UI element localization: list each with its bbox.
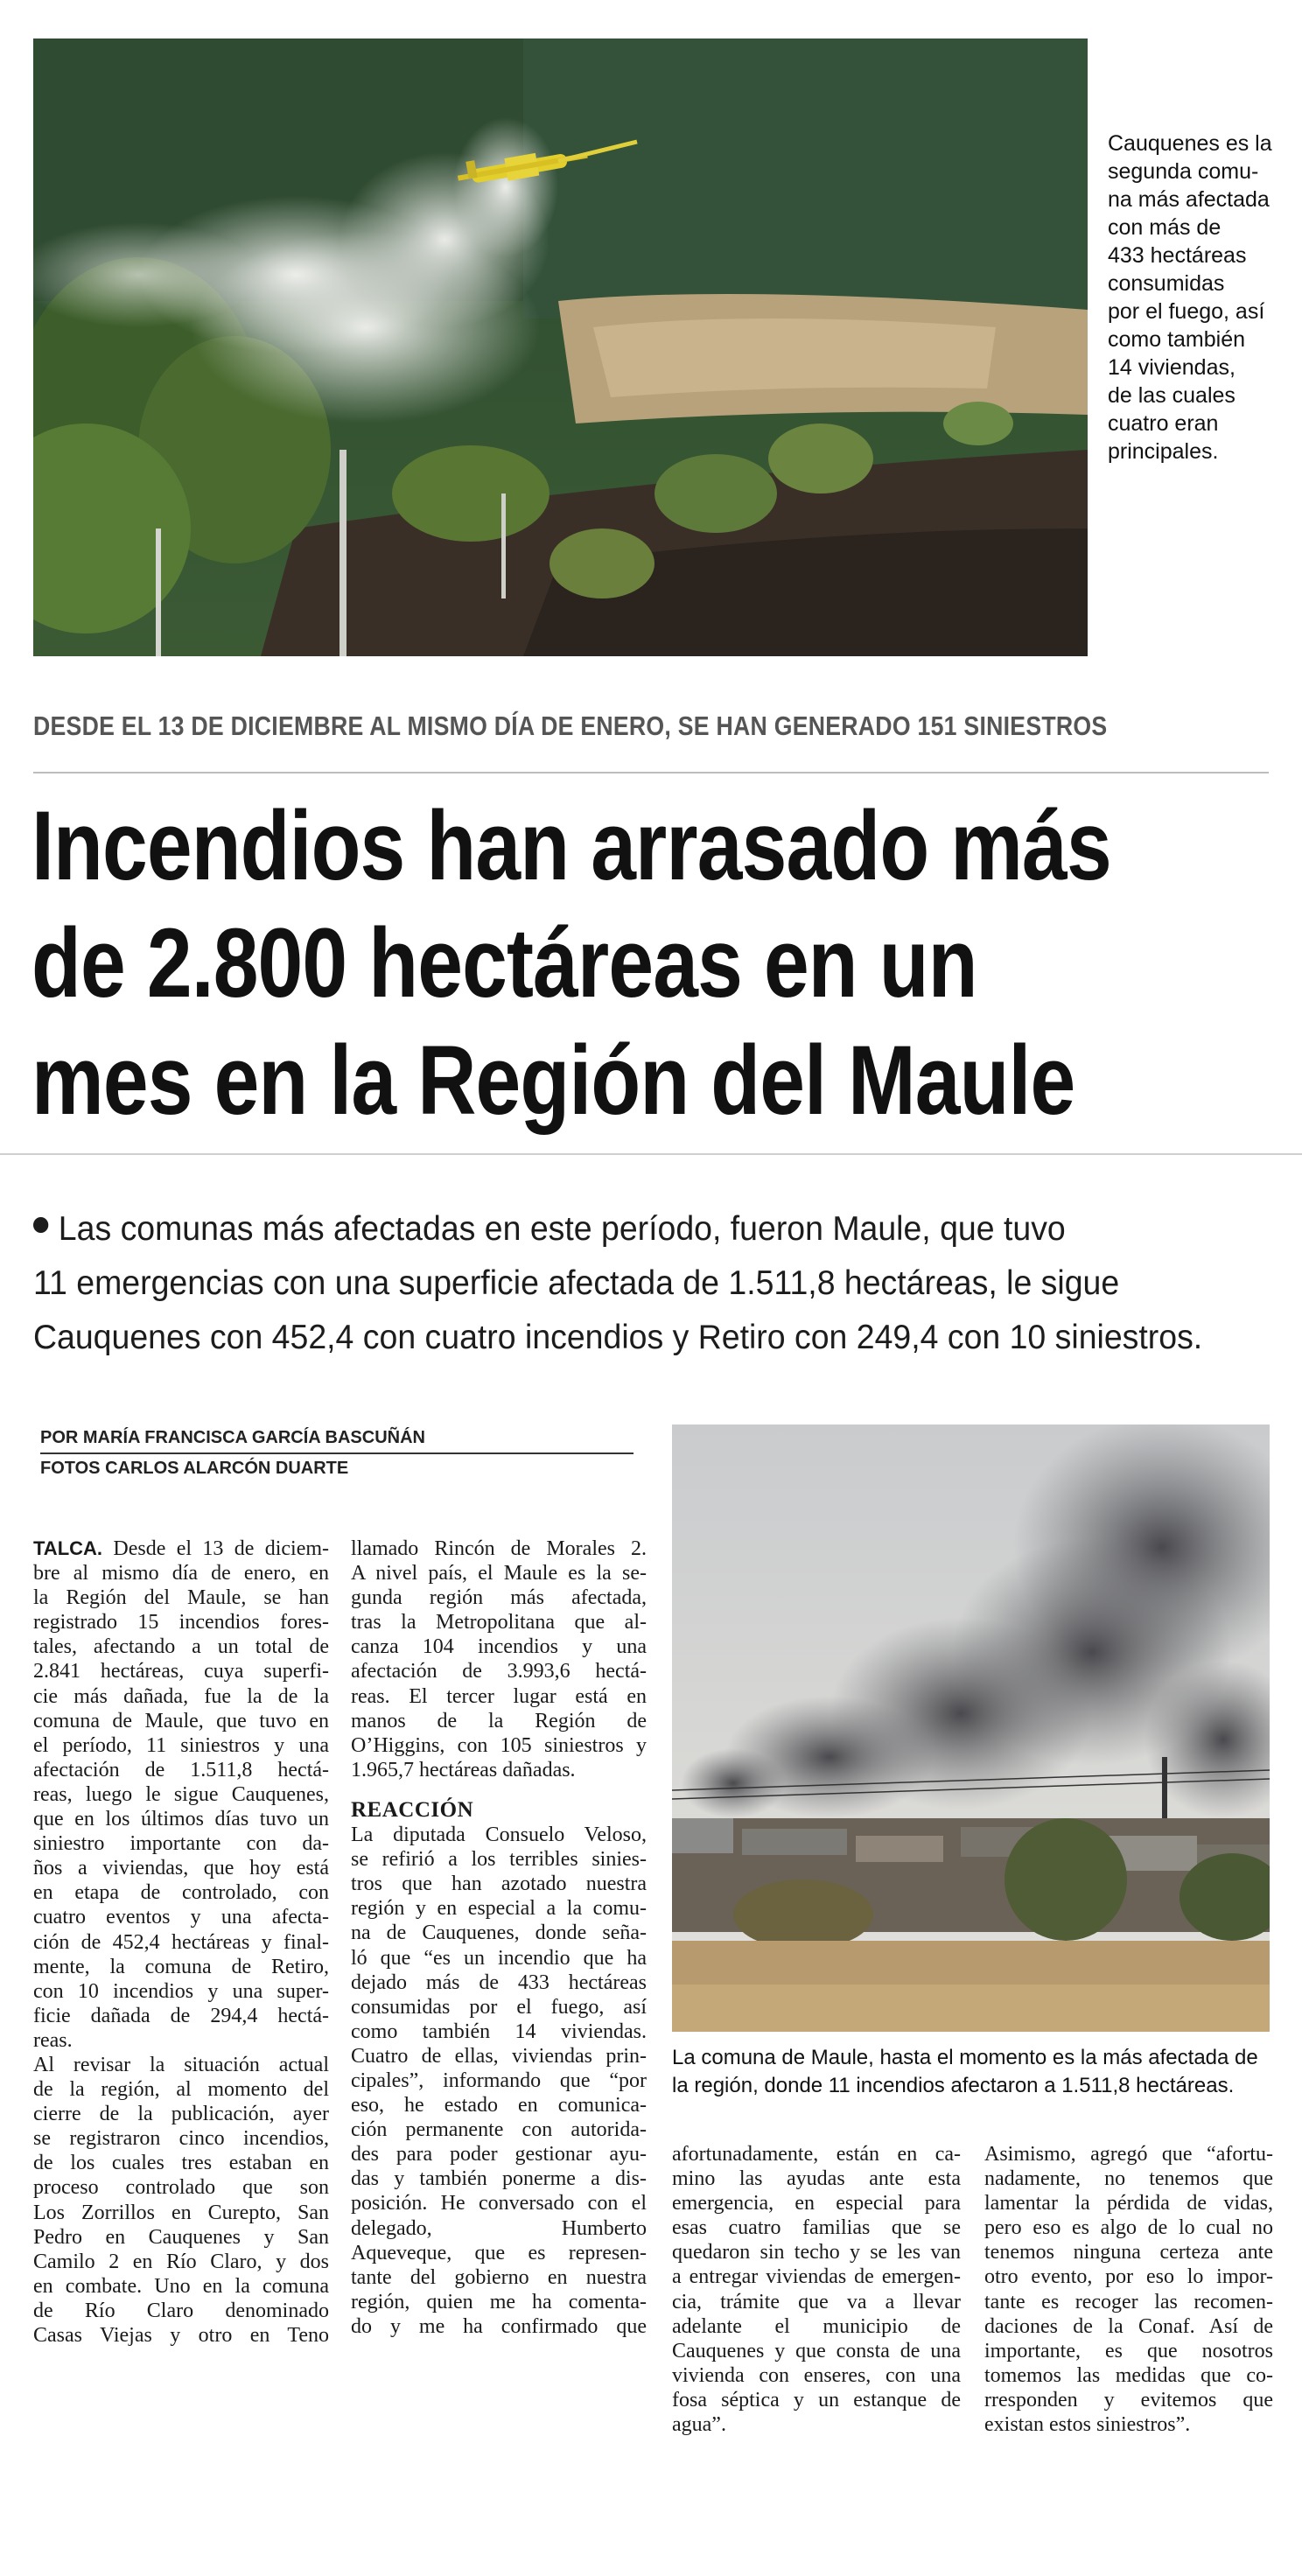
headline-line: mes en la Región del Maule: [32, 1026, 1075, 1135]
body-line: el período, 11 siniestros y una: [33, 1733, 329, 1757]
body-line: afortunadamente, están en ca-: [672, 2143, 961, 2166]
body-line: des para poder gestionar ayu-: [351, 2143, 647, 2166]
body-line: ños a viviendas, que hoy está: [33, 1857, 329, 1880]
body-line: cia, trámite que va a llevar: [672, 2290, 961, 2314]
body-line: de Río Claro denominado: [33, 2299, 329, 2322]
caption-line: na más afectada: [1108, 187, 1270, 212]
article-column-1: [33, 1536, 329, 2348]
body-line: región y en especial a la comu-: [351, 1897, 647, 1921]
body-line: nadamente, no tenemos que: [984, 2167, 1273, 2191]
caption-line: por el fuego, así: [1108, 299, 1265, 324]
body-line: Casas Viejas y otro en Teno: [33, 2324, 329, 2347]
lede-line: Cauquenes con 452,4 con cuatro incendios y Retiro con 249,4 con 10 siniestros.: [33, 1319, 1203, 1356]
dateline: TALCA.: [33, 1537, 103, 1559]
headline-line: de 2.800 hectáreas en un: [32, 908, 977, 1018]
body-line: a entregar viviendas de emergen-: [672, 2265, 961, 2289]
caption-line: 433 hectáreas: [1108, 243, 1247, 268]
body-line: región, quien me ha comenta-: [351, 2290, 647, 2314]
divider: [33, 772, 1269, 774]
body-line: Cuatro de ellas, viviendas prin-: [351, 2044, 647, 2068]
byline-photos: FOTOS CARLOS ALARCÓN DUARTE: [40, 1459, 349, 1478]
body-line: registrado 15 incendios fores-: [33, 1611, 329, 1634]
body-line: proceso controlado que son: [33, 2176, 329, 2200]
body-line: que en los últimos días tuvo un: [33, 1808, 329, 1831]
byline-author: POR MARÍA FRANCISCA GARCÍA BASCUÑÁN: [40, 1428, 425, 1447]
body-line: tante es recoger las recomen-: [984, 2290, 1273, 2314]
body-line: cierre de la publicación, ayer: [33, 2103, 329, 2126]
body-line: cipales”, informando que “por: [351, 2068, 647, 2092]
body-line: reas. El tercer lugar está en: [351, 1684, 647, 1708]
section-subhead: REACCIÓN: [351, 1797, 474, 1822]
body-line: do y me ha confirmado que: [351, 2314, 647, 2338]
body-line: A nivel país, el Maule es la se-: [351, 1562, 647, 1586]
body-line: mente, la comuna de Retiro,: [33, 1955, 329, 1978]
bullet-icon: [33, 1217, 48, 1233]
body-line: O’Higgins, con 105 siniestros y: [351, 1733, 647, 1757]
body-line: Desde el 13 de diciem-: [102, 1537, 329, 1560]
body-line: ción permanente con autorida-: [351, 2118, 647, 2142]
body-line: Pedro en Cauquenes y San: [33, 2225, 329, 2249]
body-line: Cauquenes y que consta de una: [672, 2339, 961, 2362]
body-line: delegado, Humberto: [351, 2216, 647, 2240]
body-line: Asimismo, agregó que “afortu-: [984, 2143, 1273, 2166]
lede: [33, 1202, 1260, 1365]
body-line: lamentar la pérdida de vidas,: [984, 2192, 1273, 2216]
byline: [40, 1426, 635, 1480]
body-line: ló que “es un incendio que ha: [351, 1946, 647, 1970]
body-line: tante del gobierno en nuestra: [351, 2265, 647, 2289]
kicker: DESDE EL 13 DE DICIEMBRE AL MISMO DÍA DE ENERO, SE HAN GENERADO 151 SINIESTROS: [33, 710, 1108, 741]
body-line: tenemos ninguna certeza ante: [984, 2241, 1273, 2264]
headline-line: Incendios han arrasado más: [32, 791, 1111, 900]
body-line: tros que han azotado nuestra: [351, 1872, 647, 1896]
body-line: esas cuatro familias que se: [672, 2216, 961, 2240]
body-line: la Región del Maule, se han: [33, 1586, 329, 1610]
caption-line: con más de: [1108, 215, 1222, 240]
body-line: comuna de Maule, que tuvo en: [33, 1709, 329, 1732]
body-line: na de Cauquenes, donde seña-: [351, 1922, 647, 1945]
body-line: daciones de la Conaf. Así de: [984, 2314, 1273, 2338]
body-line: emergencia, en especial para: [672, 2192, 961, 2216]
body-line: otro evento, por eso lo impor-: [984, 2265, 1273, 2289]
caption-line: como también: [1108, 327, 1246, 352]
article-column-2: [351, 1536, 647, 2339]
body-line: con 10 incendios y una super-: [33, 1979, 329, 2003]
headline: [32, 788, 1194, 1139]
body-line: das y también ponerme a dis-: [351, 2167, 647, 2191]
body-line: fosa séptica y un estanque de: [672, 2388, 961, 2412]
body-line: dejado más de 433 hectáreas: [351, 1970, 647, 1994]
body-line: se refirió a los terribles sinies-: [351, 1848, 647, 1872]
body-line: agua”.: [672, 2413, 726, 2437]
mid-photo-smoke-over-houses: [672, 1424, 1270, 2032]
body-line: consumidas por el fuego, así: [351, 1995, 647, 2019]
body-line: ficie dañada de 294,4 hectá-: [33, 2004, 329, 2027]
article-column-4: [984, 2142, 1273, 2437]
body-line: llamado Rincón de Morales 2.: [351, 1537, 647, 1560]
body-line: de los cuales tres estaban en: [33, 2152, 329, 2175]
body-line: reas.: [33, 2028, 73, 2052]
top-photo-air-tanker: [33, 38, 1088, 656]
lede-line: 11 emergencias con una superficie afectada de 1.511,8 hectáreas, le sigue: [33, 1264, 1120, 1302]
body-line: cuatro eventos y una afecta-: [33, 1906, 329, 1929]
body-line: bre al mismo día de enero, en: [33, 1562, 329, 1586]
body-line: importante, es que nosotros: [984, 2339, 1273, 2362]
body-line: Al revisar la situación actual: [33, 2053, 329, 2076]
caption-line: La comuna de Maule, hasta el momento es la más afectada de: [672, 2046, 1258, 2069]
body-line: rresponden y evitemos que: [984, 2388, 1273, 2412]
caption-line: cuatro eran: [1108, 411, 1219, 436]
body-line: reas, luego le sigue Cauquenes,: [33, 1782, 329, 1806]
body-line: ción de 452,4 hectáreas y final-: [33, 1930, 329, 1954]
caption-line: de las cuales: [1108, 383, 1236, 408]
body-line: afectación de 3.993,6 hectá-: [351, 1660, 647, 1684]
body-line: La diputada Consuelo Veloso,: [351, 1824, 647, 1847]
body-line: 1.965,7 hectáreas dañadas.: [351, 1758, 576, 1782]
body-line: tales, afectando a un total de: [33, 1635, 329, 1659]
body-line: Los Zorrillos en Curepto, San: [33, 2201, 329, 2224]
body-line: como también 14 viviendas.: [351, 2020, 647, 2043]
body-line: Camilo 2 en Río Claro, y dos: [33, 2250, 329, 2273]
lede-line: Las comunas más afectadas en este período, fueron Maule, que tuvo: [58, 1210, 1066, 1248]
byline-rule: [40, 1452, 634, 1454]
body-line: adelante el municipio de: [672, 2314, 961, 2338]
body-line: canza 104 incendios y una: [351, 1635, 647, 1659]
body-line: se registraron cinco incendios,: [33, 2127, 329, 2151]
body-line: pero eso es algo de lo cual no: [984, 2216, 1273, 2240]
body-line: quedaron sin techo y se les van: [672, 2241, 961, 2264]
body-line: en etapa de controlado, con: [33, 1881, 329, 1905]
mid-photo-caption: [672, 2044, 1276, 2100]
body-line: vivienda con enseres, con una: [672, 2363, 961, 2387]
body-line: cie más dañada, fue la de la: [33, 1684, 329, 1708]
body-line: tras la Metropolitana que al-: [351, 1611, 647, 1634]
body-line: tomemos las medidas que co-: [984, 2363, 1273, 2387]
caption-line: Cauquenes es la: [1108, 131, 1272, 156]
body-line: en combate. Uno en la comuna: [33, 2274, 329, 2298]
body-line: manos de la Región de: [351, 1709, 647, 1732]
body-line: afectación de 1.511,8 hectá-: [33, 1758, 329, 1782]
body-line: posición. He conversado con el: [351, 2192, 647, 2216]
body-line: Aqueveque, que es represen-: [351, 2241, 647, 2264]
body-line: existan estos siniestros”.: [984, 2413, 1191, 2437]
caption-line: la región, donde 11 incendios afectaron a 1.511,8 hectáreas.: [672, 2074, 1235, 2097]
body-line: gunda región más afectada,: [351, 1586, 647, 1610]
caption-line: 14 viviendas,: [1108, 355, 1236, 380]
top-photo-caption: [1108, 130, 1283, 466]
article-column-3: [672, 2142, 961, 2437]
body-line: de la región, al momento del: [33, 2078, 329, 2102]
caption-line: consumidas: [1108, 271, 1225, 296]
body-line: 2.841 hectáreas, cuya superfi-: [33, 1660, 329, 1684]
caption-line: segunda comu-: [1108, 159, 1259, 184]
divider: [0, 1153, 1302, 1155]
body-line: mino las ayudas ante esta: [672, 2167, 961, 2191]
body-line: eso, he estado en comunica-: [351, 2094, 647, 2118]
caption-line: principales.: [1108, 439, 1219, 464]
body-line: siniestro importante con da-: [33, 1832, 329, 1856]
